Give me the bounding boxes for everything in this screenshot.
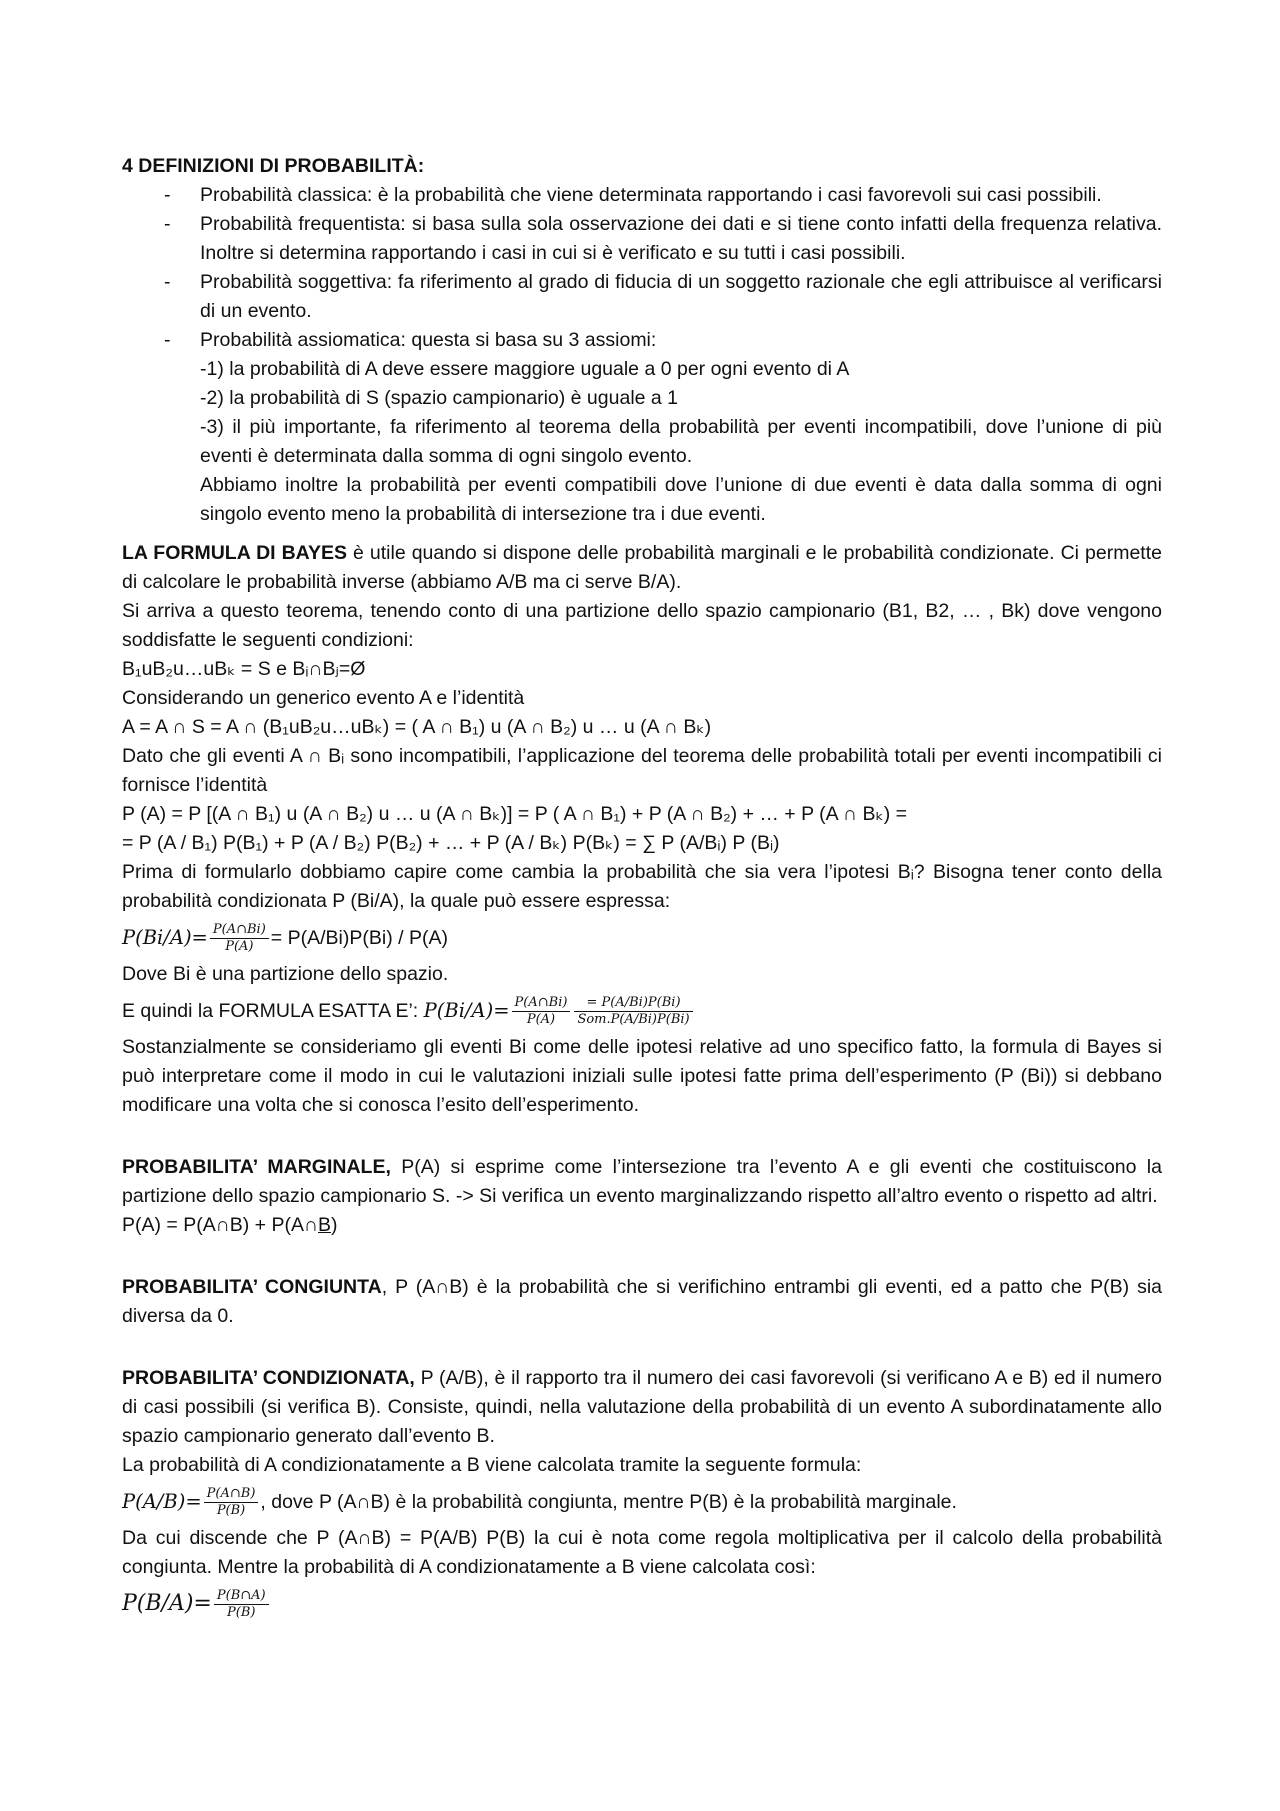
conditional-formula-1: P(A/B)= $\frac{P(A\cap B)}{P(B)}$ , dove P (A∩B) è la probabilità congiunta, mentre P(B) è la probabilità marginale. <box>122 1486 957 1519</box>
section-joint: PROBABILITA’ CONGIUNTA, P (A∩B) è la probabilità che si verifichino entrambi gli eventi, ed a patto che P(B) sia diversa da 0. <box>122 1276 1162 1327</box>
conditional-p3: Da cui discende che P (A∩B) = P(A/B) P(B) la cui è nota come regola moltiplicativa per il calcolo della probabilità congiunta. Mentre la probabilità di A condizionatamente a B viene calcolata così: <box>122 1527 1162 1578</box>
bayes-formula-1: P(Bi/A)= $\frac{P(A\cap Bi)}{P(A)}$ = P(A/Bi)P(Bi) / P(A) <box>122 922 448 955</box>
bayes-formula-exact: E quindi la FORMULA ESATTA E’: P(Bi/A)= $\frac{P(A\cap Bi)}{P(A)}$ $\frac{= P(A/Bi)P(Bi)}{\text{Som.P(A/Bi)P(Bi)}}$ <box>122 989 1162 1033</box>
axiomatic-intro: - Probabilità assiomatica: questa si basa su 3 assiomi: <box>200 329 657 351</box>
bayes-p5: Prima di formularlo dobbiamo capire come cambia la probabilità che sia vera l’ipotesi Bᵢ? Bisogna tener conto della probabilità condizionata P (Bi/A), la quale può essere espressa: <box>122 861 1162 912</box>
axiom-1: -1) la probabilità di A deve essere maggiore uguale a 0 per ogni evento di A <box>200 358 850 380</box>
definition-classical: - Probabilità classica: è la probabilità che viene determinata rapportando i casi favorevoli sui casi possibili. <box>122 181 1162 210</box>
axiomatic-extra: Abbiamo inoltre la probabilità per eventi compatibili dove l’unione di due eventi è data dalla somma di ogni singolo evento meno la probabilità di intersezione tra i due eventi. <box>200 474 1162 525</box>
bayes-p3: Considerando un generico evento A e l’identità <box>122 687 525 709</box>
fraction: $\frac{P(A\cap Bi)}{P(A)}$ <box>210 922 269 955</box>
definition-subjective: - Probabilità soggettiva: fa riferimento al grado di fiducia di un soggetto razionale che egli attribuisce al verificarsi di un evento. <box>122 268 1162 326</box>
bayes-p6: Dove Bi è una partizione dello spazio. <box>122 963 449 985</box>
definition-axiomatic <box>122 326 1162 529</box>
fraction: $\frac{P(B\cap A)}{P(B)}$ <box>214 1588 269 1621</box>
bayes-identity: A = A ∩ S = A ∩ (B₁uB₂u…uBₖ) = ( A ∩ B₁) u (A ∩ B₂) u … u (A ∩ Bₖ) <box>122 716 712 738</box>
bayes-p2: Si arriva a questo teorema, tenendo conto di una partizione dello spazio campionario (B1, B2, … , Bk) dove vengono soddisfatte le seguenti condizioni: <box>122 600 1162 651</box>
conditional-heading: PROBABILITA’ CONDIZIONATA, <box>122 1367 415 1389</box>
fraction: $\frac{= P(A/Bi)P(Bi)}{\text{Som.P(A/Bi)P(Bi)}}$ <box>574 995 692 1028</box>
joint-heading: PROBABILITA’ CONGIUNTA <box>122 1276 382 1298</box>
definitions-list <box>122 181 1162 529</box>
section-title: 4 DEFINIZIONI DI PROBABILITÀ: <box>122 155 425 177</box>
axiom-2: -2) la probabilità di S (spazio campionario) è uguale a 1 <box>200 387 679 409</box>
bayes-eq1: P (A) = P [(A ∩ B₁) u (A ∩ B₂) u … u (A ∩ Bₖ)] = P ( A ∩ B₁) + P (A ∩ B₂) + … + P (A ∩ Bₖ) = <box>122 803 908 825</box>
document-page <box>122 152 1162 1626</box>
fraction: $\frac{P(A\cap B)}{P(B)}$ <box>204 1486 259 1519</box>
section-bayes <box>122 539 1162 1120</box>
conditional-formula-2: P(B/A)= $\frac{P(B\cap A)}{P(B)}$ <box>122 1582 1162 1626</box>
bayes-eq2: = P (A / B₁) P(B₁) + P (A / B₂) P(B₂) + … + P (A / Bₖ) P(Bₖ) = ∑ P (A/Bᵢ) P (Bᵢ) <box>122 832 780 854</box>
section-marginal: PROBABILITA’ MARGINALE, P(A) si esprime come l’intersezione tra l’evento A e gli eventi che costituiscono la partizione dello spazio campionario S. -> Si verifica un evento marginalizzando rispetto all’altro evento o rispetto ad altri. P(A) = P(A∩B) + P(A∩B) <box>122 1153 1162 1240</box>
axiom-3: -3) il più importante, fa riferimento al teorema della probabilità per eventi incompatibili, dove l’unione di più eventi è determinata dalla somma di ogni singolo evento. <box>200 416 1162 467</box>
bayes-intro: LA FORMULA DI BAYES è utile quando si dispone delle probabilità marginali e le probabilità condizionate. Ci permette di calcolare le probabilità inverse (abbiamo A/B ma ci serve B/A). <box>122 542 1162 593</box>
marginal-heading: PROBABILITA’ MARGINALE, <box>122 1156 391 1178</box>
section-definitions <box>122 152 1162 529</box>
marginal-formula: P(A) = P(A∩B) + P(A∩B) <box>122 1214 338 1236</box>
bayes-condition: B₁uB₂u…uBₖ = S e Bᵢ∩Bⱼ=Ø <box>122 658 366 680</box>
bayes-p4: Dato che gli eventi A ∩ Bᵢ sono incompatibili, l’applicazione del teorema delle probabilità totali per eventi incompatibili ci fornisce l’identità <box>122 745 1162 796</box>
definition-frequentist: - Probabilità frequentista: si basa sulla sola osservazione dei dati e si tiene conto infatti della frequenza relativa. Inoltre si determina rapportando i casi in cui si è verificato e su tutti i casi possibili. <box>122 210 1162 268</box>
fraction: $\frac{P(A\cap Bi)}{P(A)}$ <box>512 995 571 1028</box>
section-conditional: PROBABILITA’ CONDIZIONATA, P (A/B), è il rapporto tra il numero dei casi favorevoli (si verificano A e B) ed il numero di casi possibili (si verifica B). Consiste, quindi, nella valutazione della probabilità di un evento A subordinatamente allo spazio campionario generato dall’evento B. La probabilità di A condizionatamente a B viene calcolata tramite la seguente formula: P(A/B)= $\frac{P(A\cap B)}{P(B)}$ , dove P (A∩B) è la probabilità congiunta, mentre P(B) è la probabilità marginale. Da cui discende che P (A∩B) = P(A/B) P(B) la cui è nota come regola moltiplicativa per il calcolo della probabilità congiunta. Mentre la probabilità di A condizionatamente a B viene calcolata così: P(B/A)= $\frac{P(B\cap A)}{P(B)}$ <box>122 1364 1162 1626</box>
bayes-heading: LA FORMULA DI BAYES <box>122 542 347 564</box>
conditional-p2: La probabilità di A condizionatamente a B viene calcolata tramite la seguente formula: <box>122 1454 862 1476</box>
bayes-p7: Sostanzialmente se consideriamo gli eventi Bi come delle ipotesi relative ad uno specifico fatto, la formula di Bayes si può interpretare come il modo in cui le valutazioni iniziali sulle ipotesi fatte prima dell’esperimento (P (Bi)) si debbano modificare una volta che si conosca l’esito dell’esperimento. <box>122 1036 1162 1116</box>
